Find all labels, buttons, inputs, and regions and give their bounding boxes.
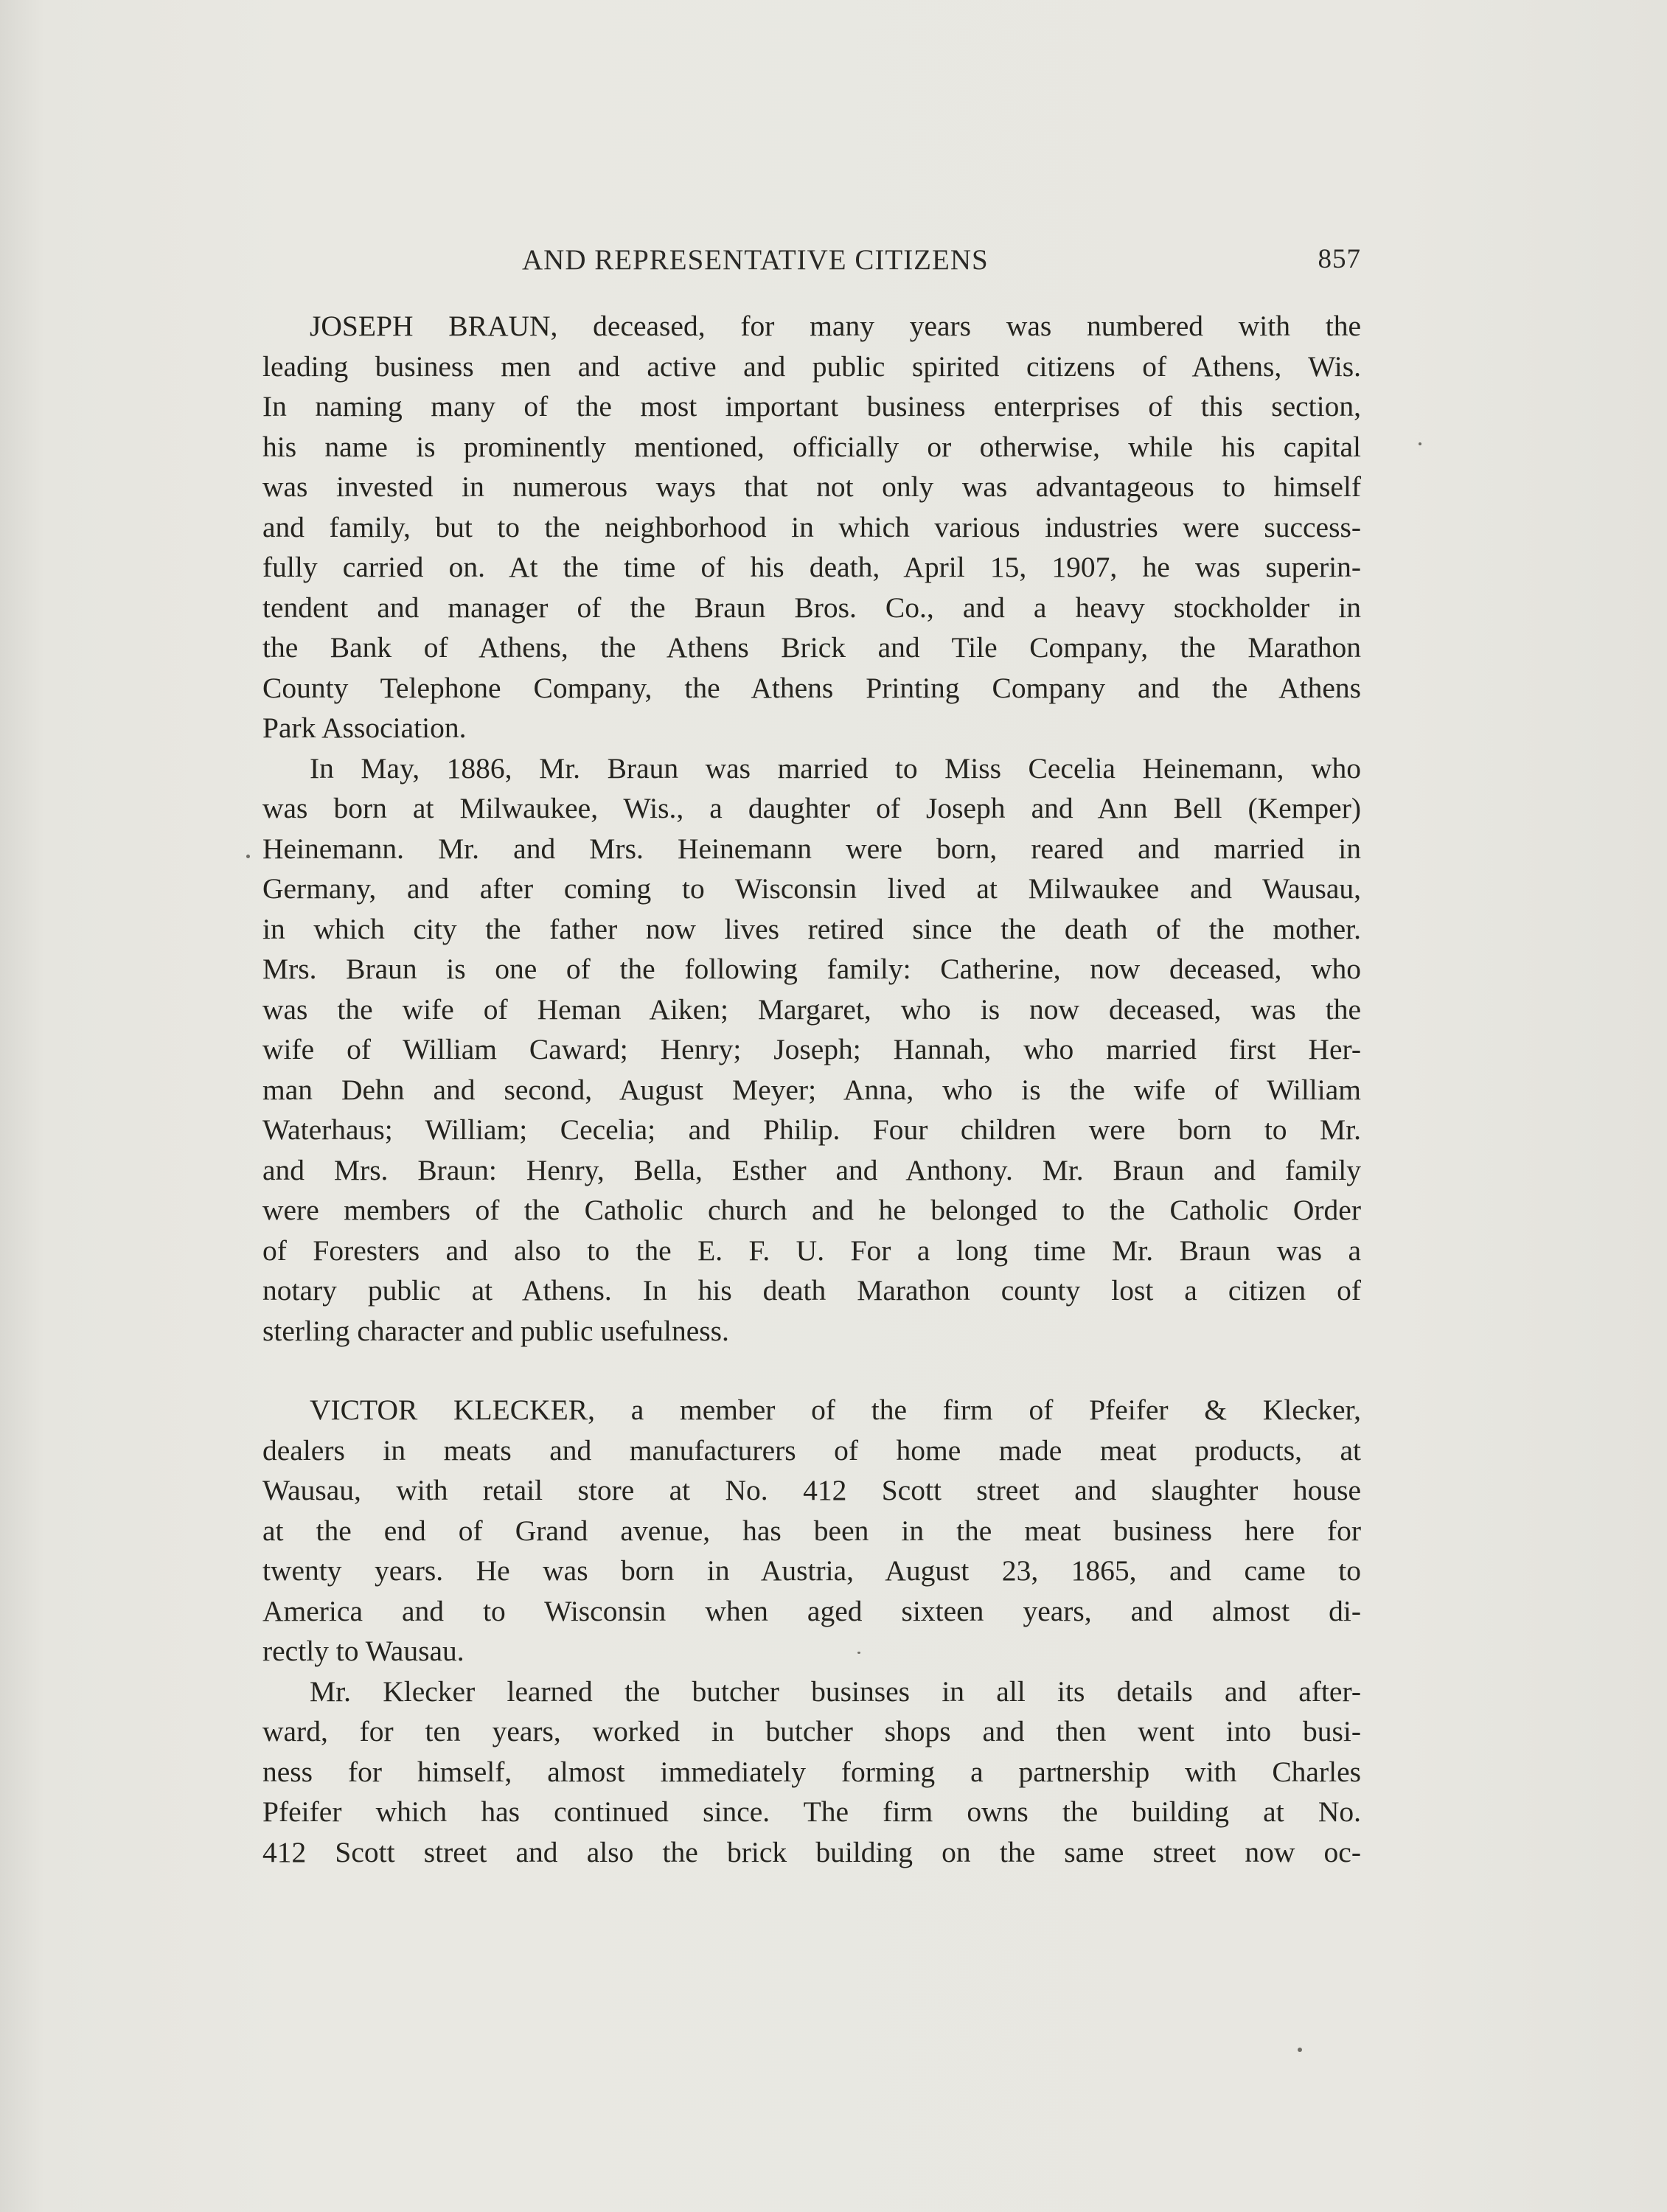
text-line: ness for himself, almost immediately forming a partnership with Charles (262, 1755, 1361, 1788)
paragraph (262, 1390, 1361, 1672)
text-line: ward, for ten years, worked in butcher shops and then went into busi- (262, 1715, 1361, 1747)
running-title: AND REPRESENTATIVE CITIZENS (522, 244, 989, 276)
text-line: In May, 1886, Mr. Braun was married to Miss Cecelia Heinemann, who (310, 751, 1361, 785)
text-line: the Bank of Athens, the Athens Brick and Tile Company, the Marathon (262, 631, 1361, 664)
text-line: was born at Milwaukee, Wis., a daughter of Joseph and Ann Bell (Kemper) (262, 792, 1361, 824)
scan-speck (246, 855, 250, 858)
text-line: and Mrs. Braun: Henry, Bella, Esther and Anthony. Mr. Braun and family (262, 1153, 1361, 1186)
body-text (262, 306, 1361, 1872)
text-line: in which city the father now lives retired since the death of the mother. (262, 912, 1361, 945)
text-line: Germany, and after coming to Wisconsin lived at Milwaukee and Wausau, (262, 872, 1361, 905)
text-line: at the end of Grand avenue, has been in the meat business here for (262, 1514, 1361, 1547)
text-line: dealers in meats and manufacturers of home made meat products, at (262, 1433, 1361, 1467)
text-line: America and to Wisconsin when aged sixteen years, and almost di- (262, 1594, 1361, 1627)
biography-victor-klecker (262, 1390, 1361, 1872)
text-line: his name is prominently mentioned, officially or otherwise, while his capital (262, 430, 1361, 463)
text-line: In naming many of the most important business enterprises of this section, (262, 390, 1361, 422)
paragraph (262, 748, 1361, 1352)
text-line: Wausau, with retail store at No. 412 Scott street and slaughter house (262, 1474, 1361, 1506)
scan-speck (857, 1652, 860, 1654)
paragraph (262, 306, 1361, 748)
text-line: Park Association. (262, 712, 467, 744)
text-line: and family, but to the neighborhood in which various industries were success- (262, 510, 1361, 543)
text-line: of Foresters and also to the E. F. U. For a long time Mr. Braun was a (262, 1234, 1361, 1267)
running-header (262, 243, 1361, 280)
text-line: twenty years. He was born in Austria, August 23, 1865, and came to (262, 1554, 1361, 1587)
text-line: Waterhaus; William; Cecelia; and Philip. Four children were born to Mr. (262, 1113, 1361, 1146)
text-line: rectly to Wausau. (262, 1635, 464, 1667)
paragraph (262, 1672, 1361, 1873)
text-line: man Dehn and second, August Meyer; Anna, who is the wife of William (262, 1073, 1361, 1106)
text-line: tendent and manager of the Braun Bros. Co., and a heavy stockholder in (262, 591, 1361, 624)
text-line: wife of William Caward; Henry; Joseph; Hannah, who married first Her- (262, 1033, 1361, 1065)
scan-speck (1419, 442, 1421, 445)
text-line: 412 Scott street and also the brick building on the same street now oc- (262, 1835, 1361, 1868)
text-line: leading business men and active and public spirited citizens of Athens, Wis. (262, 349, 1361, 383)
text-line: County Telephone Company, the Athens Printing Company and the Athens (262, 671, 1361, 704)
text-line: Pfeifer which has continued since. The firm owns the building at No. (262, 1795, 1361, 1828)
page-number: 857 (1318, 244, 1361, 274)
text-line: was invested in numerous ways that not only was advantageous to himself (262, 470, 1361, 503)
text-line: VICTOR KLECKER, a member of the firm of Pfeifer & Klecker, (310, 1394, 1361, 1426)
text-line: JOSEPH BRAUN, deceased, for many years was numbered with the (310, 310, 1361, 342)
text-line: Mr. Klecker learned the butcher businses in all its details and after- (310, 1674, 1361, 1708)
text-line: sterling character and public usefulness. (262, 1314, 729, 1347)
text-line: were members of the Catholic church and he belonged to the Catholic Order (262, 1194, 1361, 1226)
text-line: Heinemann. Mr. and Mrs. Heinemann were born, reared and married in (262, 832, 1361, 865)
biography-joseph-braun (262, 306, 1361, 1351)
text-line: was the wife of Heman Aiken; Margaret, who is now deceased, was the (262, 992, 1361, 1026)
text-line: fully carried on. At the time of his death, April 15, 1907, he was superin- (262, 551, 1361, 583)
scan-speck (1298, 2048, 1302, 2052)
text-line: notary public at Athens. In his death Marathon county lost a citizen of (262, 1274, 1361, 1307)
text-line: Mrs. Braun is one of the following family: Catherine, now deceased, who (262, 953, 1361, 985)
section-gap (262, 1351, 1361, 1390)
